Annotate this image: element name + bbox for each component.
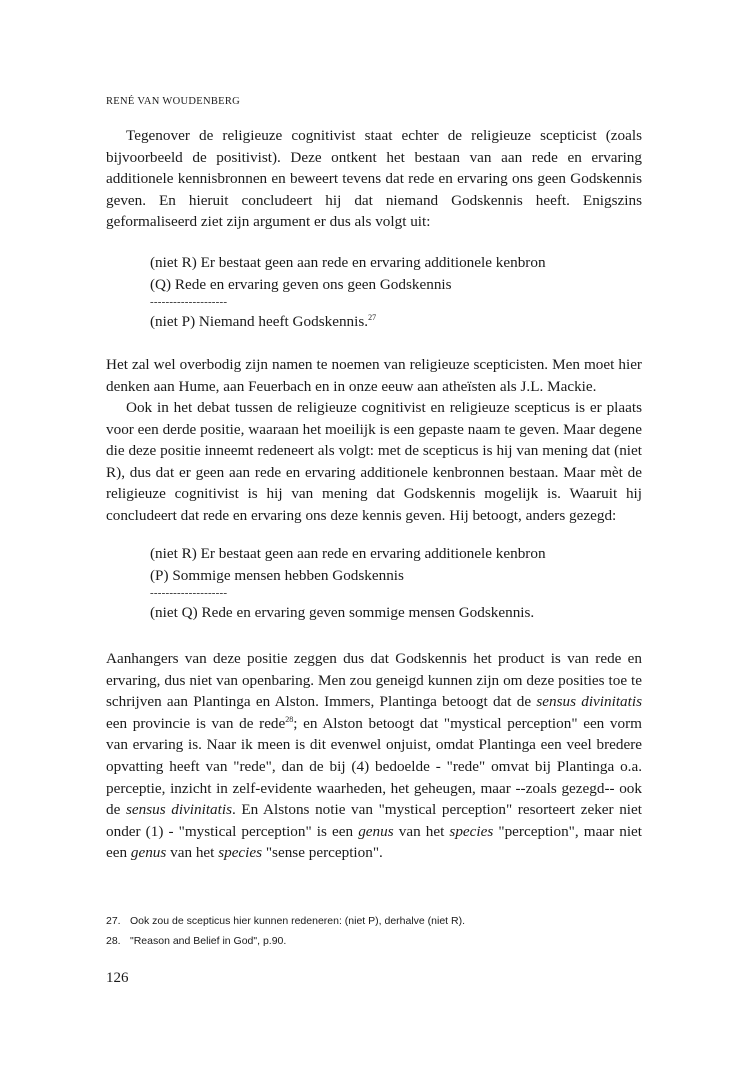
footnote-27 — [106, 911, 642, 931]
page-number: 126 — [106, 970, 129, 986]
argument-2-separator: -------------------- — [150, 587, 228, 600]
paragraph-1-text: Tegenover de religieuze cognitivist staat echter de religieuze scepticist (zoals bijvoorbeeld de positivist). Deze ontkent het bestaan van aan rede en ervaring additionele kennisbronnen en beweert tevens dat rede en ervaring ons geen Godskennis geven. En hieruit concludeert hij dat niemand Godskennis heeft. Enigszins geformaliseerd ziet zijn argument er dus als volgt uit: — [106, 127, 642, 231]
footnote-number: 27. — [106, 915, 121, 927]
argument-1-conclusion-line — [150, 311, 630, 333]
argument-1-premise-2: (Q) Rede en ervaring geven ons geen Godskennis — [150, 275, 452, 293]
paragraph-4-run: "perception", maar niet een — [106, 822, 642, 862]
paragraph-1 — [106, 125, 642, 233]
argument-2 — [150, 543, 630, 624]
paragraph-4-text — [106, 648, 642, 864]
paragraph-4-run: van het — [393, 822, 450, 840]
paragraph-4-run: Aanhangers van deze positie zeggen dus dat Godskennis het product is van rede en ervaring, dus niet van openbaring. Men zou geneigd kunnen zijn om deze posities toe te schrijven aan Plantinga en Alston. Immers, Plantinga betoogt dat de — [106, 650, 642, 711]
footnote-text: Ook zou de scepticus hier kunnen redeneren: (niet P), derhalve (niet R). — [130, 915, 466, 927]
paragraph-4-run: "sense perception". — [262, 844, 383, 862]
paragraph-3-text: Ook in het debat tussen de religieuze cognitivist en religieuze scepticus is er plaats voor een derde positie, waaraan het moeilijk is een gepaste naam te geven. Maar degene die deze positie inneemt redeneert als volgt: met de scepticus is hij van mening dat (niet R), dus dat er geen aan rede en ervaring additionele kenbronnen bestaan. Maar mèt de religieuze cognitivist is hij van mening dat Godskennis mogelijk is. Waaruit hij concludeert dat rede en ervaring ons deze kennis geven. Hij betoogt, anders gezegd: — [106, 399, 642, 524]
argument-2-conclusion: (niet Q) Rede en ervaring geven sommige mensen Godskennis. — [150, 604, 535, 622]
argument-2-premise-1: (niet R) Er bestaat geen aan rede en ervaring additionele kenbron — [150, 545, 546, 562]
argument-1-premise-1: (niet R) Er bestaat geen aan rede en ervaring additionele kenbron — [150, 254, 546, 271]
running-head: RENÉ VAN WOUDENBERG — [106, 96, 241, 107]
term-species: species — [218, 844, 263, 862]
paragraph-4 — [106, 648, 642, 864]
argument-1 — [150, 252, 630, 333]
term-genus: genus — [358, 822, 394, 840]
footnote-28 — [106, 931, 642, 951]
term-species: species — [449, 822, 494, 840]
term-sensus-divinitatis: sensus divinitatis — [536, 693, 642, 711]
paragraph-4-run: een provincie is van de rede — [106, 714, 286, 732]
argument-2-premise-2: (P) Sommige mensen hebben Godskennis — [150, 566, 404, 584]
argument-1-separator: -------------------- — [150, 296, 228, 309]
footnote-ref-27[interactable]: 27 — [368, 313, 377, 323]
paragraph-4-run: . En Alstons notie van "mystical perception" resorteert zeker niet onder (1) - "mystical perception" is een — [106, 801, 642, 840]
term-sensus-divinitatis: sensus divinitatis — [125, 801, 232, 819]
argument-1-conclusion: (niet P) Niemand heeft Godskennis. — [150, 313, 369, 331]
paragraph-2 — [106, 354, 642, 397]
paragraph-4-run: ; en Alston betoogt dat "mystical perception" een vorm van ervaring is. Naar ik meen is dit evenwel onjuist, omdat Plantinga een veel bredere opvatting heeft van "rede", dan de bij (4) bedoelde - "rede" omvat bij Plantinga o.a. perceptie, inzicht in zelf-evidente waarheden, het geheugen, maar --zoals gezegd-- ook de — [106, 714, 642, 819]
footnotes — [106, 911, 642, 951]
footnote-text: "Reason and Belief in God", p.90. — [130, 935, 287, 947]
paragraph-3 — [106, 397, 642, 527]
footnote-number: 28. — [106, 935, 121, 947]
paragraph-4-run: van het — [166, 844, 219, 862]
paragraph-2-text: Het zal wel overbodig zijn namen te noemen van religieuze scepticisten. Men moet hier denken aan Hume, aan Feuerbach en in onze eeuw aan atheïsten als J.L. Mackie. — [106, 356, 642, 395]
footnote-ref-28[interactable]: 28 — [285, 714, 294, 724]
term-genus: genus — [130, 844, 167, 862]
